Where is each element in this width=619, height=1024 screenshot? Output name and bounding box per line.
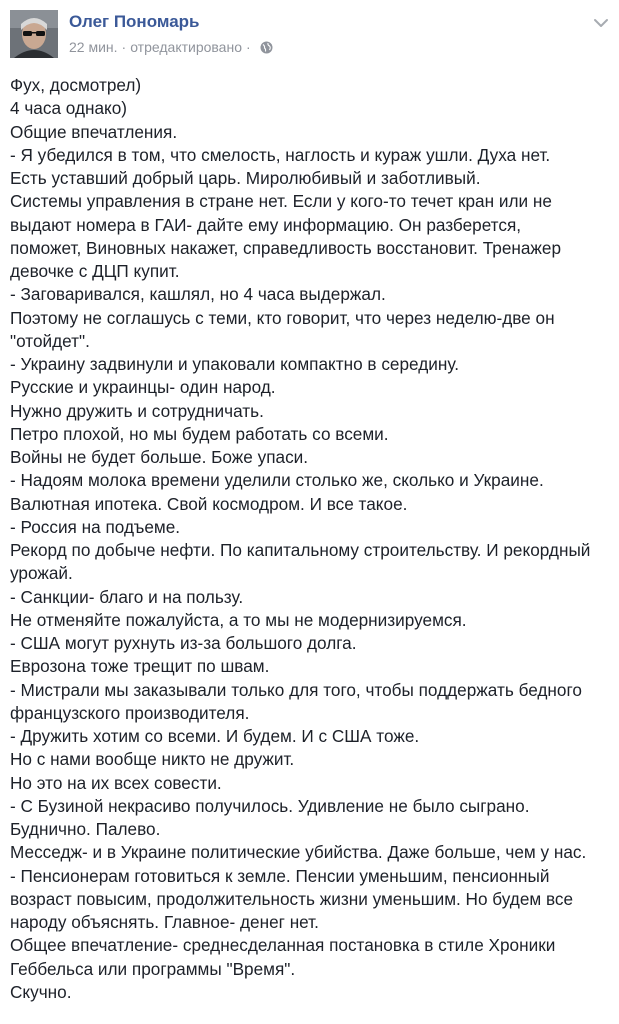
post-text-line: Но это на их всех совести.	[10, 772, 222, 793]
post-text-line: Нужно дружить и сотрудничать.	[10, 400, 264, 421]
post-text-line: - Надоям молока времени уделили столько же, сколько и Украине.	[10, 470, 544, 491]
post-text-line: 4 часа однако)	[10, 98, 128, 119]
chevron-down-icon[interactable]	[592, 14, 610, 32]
post-text-line: французского производителя.	[10, 702, 250, 723]
post-text-line: Месседж- и в Украине политические убийства. Даже больше, чем у нас.	[10, 842, 587, 863]
author-name[interactable]: Олег Пономарь	[69, 12, 200, 31]
post-text-line: Общие впечатления.	[10, 121, 178, 142]
post-text-line: - Пенсионерам готовиться к земле. Пенсии уменьшим, пенсионный	[10, 865, 550, 886]
post-text-line: Но с нами вообще никто не дружит.	[10, 749, 295, 770]
post-text-line: Русские и украинцы- один народ.	[10, 377, 276, 398]
post-text-line: - Мистрали мы заказывали только для того, чтобы поддержать бедного	[10, 679, 582, 700]
post-text-line: выдают номера в ГАИ- дайте ему информацию. Он разберется,	[10, 214, 522, 235]
post-text-line: - Украину задвинули и упаковали компактно в середину.	[10, 354, 459, 374]
post-text-line: Еврозона тоже трещит по швам.	[10, 656, 270, 677]
post-text-line: "отойдет".	[10, 330, 90, 351]
post-text-line: Валютная ипотека. Свой космодром. И все такое.	[10, 493, 408, 514]
post-text-line: - Заговаривался, кашлял, но 4 часа выдержал.	[10, 284, 386, 305]
post-header	[10, 10, 610, 65]
globe-icon[interactable]	[260, 41, 273, 54]
post-text-line: Рекорд по добыче нефти. По капитальному строительству. И рекордный	[10, 540, 591, 560]
post-text-line: Буднично. Палево.	[10, 819, 161, 839]
post-text-line: Не отменяйте пожалуйста, а то мы не модернизируемся.	[10, 609, 467, 630]
edited-label[interactable]: отредактировано	[130, 39, 242, 55]
post-text-line: возраст повысим, продолжительность жизни уменьшим. Но будем все	[10, 888, 574, 909]
post-text-line: - США могут рухнуть из-за большого долга.	[10, 633, 357, 653]
meta-separator: ·	[121, 39, 127, 55]
post-text-line: Войны не будет больше. Боже упаси.	[10, 447, 309, 467]
post-time[interactable]: 22 мин.	[69, 39, 118, 55]
post-text-line: Есть уставший добрый царь. Миролюбивый и заботливый.	[10, 168, 481, 188]
post-text-line: девочке с ДЦП купит.	[10, 261, 180, 281]
post-text-line: - Россия на подъеме.	[10, 516, 181, 537]
post-text-line: Геббельса или программы "Время".	[10, 958, 296, 979]
post-text-line: поможет, Виновных накажет, справедливость восстановит. Тренажер	[10, 237, 562, 258]
post-text-line: - Санкции- благо и на пользу.	[10, 586, 244, 607]
meta-separator: ·	[245, 39, 251, 55]
post-text-line: Фух, досмотрел)	[10, 75, 142, 95]
post-text-line: - С Бузиной некрасиво получилось. Удивление не было сыграно.	[10, 795, 530, 816]
post-text-line: Скучно.	[10, 981, 72, 1002]
post-text-line: Системы управления в стране нет. Если у кого-то течет кран или не	[10, 191, 552, 212]
post-text-line: - Дружить хотим со всеми. И будем. И с США тоже.	[10, 726, 420, 746]
post-text-line: Общее впечатление- среднесделанная постановка в стиле Хроники	[10, 935, 556, 956]
post-text-line: урожай.	[10, 563, 73, 584]
post-text-line: - Я убедился в том, что смелость, наглость и кураж ушли. Духа нет.	[10, 144, 551, 165]
post-meta	[69, 39, 273, 55]
post-text-line: Петро плохой, но мы будем работать со всеми.	[10, 423, 389, 444]
post-body	[10, 74, 616, 1004]
post-text-line: народу объяснять. Главное- денег нет.	[10, 912, 319, 932]
avatar-portrait-icon	[10, 10, 58, 58]
post-text-line: Поэтому не соглашусь с теми, кто говорит, что через неделю-две он	[10, 307, 555, 328]
avatar[interactable]	[10, 10, 58, 58]
